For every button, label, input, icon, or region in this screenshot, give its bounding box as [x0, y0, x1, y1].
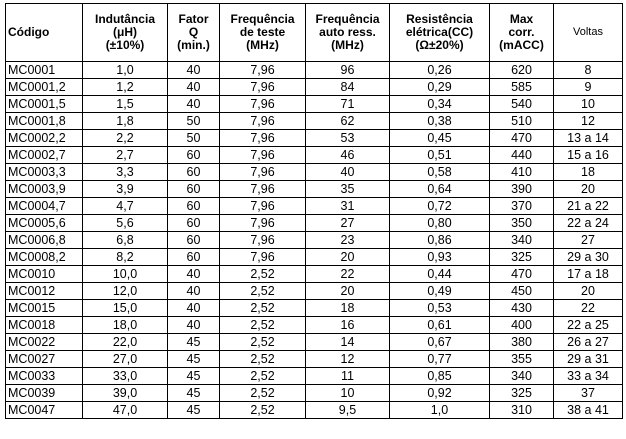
- cell-frequencia-teste: 7,96: [220, 96, 306, 113]
- cell-codigo: MC0005,6: [6, 215, 83, 232]
- cell-resistencia: 0,67: [390, 334, 490, 351]
- cell-indutancia: 1,5: [83, 96, 168, 113]
- header-frequencia-auto-ress: Frequência auto ress. (MHz): [306, 4, 390, 62]
- cell-indutancia: 3,3: [83, 164, 168, 181]
- cell-voltas: 27: [554, 232, 623, 249]
- table-row: [6, 249, 623, 266]
- cell-max-corr: 310: [490, 402, 554, 419]
- cell-voltas: 12: [554, 113, 623, 130]
- table-row: [6, 130, 623, 147]
- cell-frequencia-teste: 7,96: [220, 113, 306, 130]
- cell-codigo: MC0012: [6, 283, 83, 300]
- table-row: [6, 198, 623, 215]
- cell-codigo: MC0001: [6, 62, 83, 79]
- cell-indutancia: 39,0: [83, 385, 168, 402]
- cell-frequencia-teste: 2,52: [220, 385, 306, 402]
- cell-codigo: MC0010: [6, 266, 83, 283]
- cell-voltas: 15 a 16: [554, 147, 623, 164]
- cell-max-corr: 355: [490, 351, 554, 368]
- cell-indutancia: 2,7: [83, 147, 168, 164]
- cell-resistencia: 0,44: [390, 266, 490, 283]
- cell-fator-q: 45: [168, 334, 220, 351]
- cell-resistencia: 0,34: [390, 96, 490, 113]
- cell-voltas: 13 a 14: [554, 130, 623, 147]
- cell-frequencia-auto-ress: 53: [306, 130, 390, 147]
- cell-frequencia-teste: 2,52: [220, 402, 306, 419]
- cell-indutancia: 10,0: [83, 266, 168, 283]
- cell-max-corr: 450: [490, 283, 554, 300]
- cell-fator-q: 60: [168, 232, 220, 249]
- cell-max-corr: 440: [490, 147, 554, 164]
- cell-voltas: 22 a 24: [554, 215, 623, 232]
- cell-frequencia-auto-ress: 35: [306, 181, 390, 198]
- cell-codigo: MC0047: [6, 402, 83, 419]
- cell-frequencia-teste: 7,96: [220, 249, 306, 266]
- cell-frequencia-auto-ress: 11: [306, 368, 390, 385]
- cell-indutancia: 33,0: [83, 368, 168, 385]
- cell-codigo: MC0001,5: [6, 96, 83, 113]
- table-row: [6, 317, 623, 334]
- table-row: [6, 79, 623, 96]
- cell-codigo: MC0018: [6, 317, 83, 334]
- cell-voltas: 29 a 31: [554, 351, 623, 368]
- cell-frequencia-teste: 7,96: [220, 130, 306, 147]
- cell-max-corr: 350: [490, 215, 554, 232]
- cell-codigo: MC0006,8: [6, 232, 83, 249]
- cell-max-corr: 510: [490, 113, 554, 130]
- cell-frequencia-auto-ress: 10: [306, 385, 390, 402]
- cell-codigo: MC0039: [6, 385, 83, 402]
- header-fator-q: Fator Q (min.): [168, 4, 220, 62]
- cell-frequencia-auto-ress: 18: [306, 300, 390, 317]
- header-voltas: Voltas: [554, 4, 623, 62]
- cell-max-corr: 620: [490, 62, 554, 79]
- cell-frequencia-teste: 2,52: [220, 300, 306, 317]
- cell-max-corr: 340: [490, 232, 554, 249]
- cell-frequencia-auto-ress: 22: [306, 266, 390, 283]
- table-row: [6, 385, 623, 402]
- cell-resistencia: 0,77: [390, 351, 490, 368]
- cell-resistencia: 0,38: [390, 113, 490, 130]
- cell-voltas: 29 a 30: [554, 249, 623, 266]
- cell-frequencia-teste: 2,52: [220, 368, 306, 385]
- cell-max-corr: 400: [490, 317, 554, 334]
- cell-frequencia-auto-ress: 40: [306, 164, 390, 181]
- cell-fator-q: 40: [168, 266, 220, 283]
- cell-resistencia: 0,80: [390, 215, 490, 232]
- cell-indutancia: 22,0: [83, 334, 168, 351]
- cell-max-corr: 325: [490, 385, 554, 402]
- cell-frequencia-teste: 2,52: [220, 266, 306, 283]
- cell-resistencia: 0,26: [390, 62, 490, 79]
- cell-codigo: MC0008,2: [6, 249, 83, 266]
- cell-voltas: 38 a 41: [554, 402, 623, 419]
- cell-frequencia-teste: 2,52: [220, 283, 306, 300]
- cell-voltas: 26 a 27: [554, 334, 623, 351]
- cell-fator-q: 50: [168, 113, 220, 130]
- cell-codigo: MC0002,2: [6, 130, 83, 147]
- cell-fator-q: 40: [168, 79, 220, 96]
- table-row: [6, 215, 623, 232]
- cell-resistencia: 0,61: [390, 317, 490, 334]
- cell-frequencia-auto-ress: 62: [306, 113, 390, 130]
- cell-frequencia-teste: 2,52: [220, 351, 306, 368]
- cell-resistencia: 0,85: [390, 368, 490, 385]
- cell-voltas: 10: [554, 96, 623, 113]
- table-row: [6, 113, 623, 130]
- cell-resistencia: 0,72: [390, 198, 490, 215]
- header-max-corr: Max corr. (mACC): [490, 4, 554, 62]
- cell-resistencia: 0,51: [390, 147, 490, 164]
- table-body: [6, 62, 623, 419]
- cell-fator-q: 40: [168, 300, 220, 317]
- table-row: [6, 402, 623, 419]
- cell-codigo: MC0022: [6, 334, 83, 351]
- cell-frequencia-auto-ress: 27: [306, 215, 390, 232]
- cell-indutancia: 47,0: [83, 402, 168, 419]
- cell-voltas: 20: [554, 283, 623, 300]
- cell-fator-q: 40: [168, 62, 220, 79]
- cell-frequencia-auto-ress: 16: [306, 317, 390, 334]
- table-row: [6, 368, 623, 385]
- header-row: [6, 4, 623, 62]
- cell-frequencia-auto-ress: 96: [306, 62, 390, 79]
- cell-fator-q: 45: [168, 368, 220, 385]
- cell-fator-q: 60: [168, 215, 220, 232]
- table-row: [6, 62, 623, 79]
- cell-voltas: 9: [554, 79, 623, 96]
- cell-fator-q: 45: [168, 351, 220, 368]
- cell-indutancia: 1,2: [83, 79, 168, 96]
- cell-resistencia: 0,58: [390, 164, 490, 181]
- cell-voltas: 22: [554, 300, 623, 317]
- cell-fator-q: 60: [168, 198, 220, 215]
- cell-frequencia-teste: 2,52: [220, 317, 306, 334]
- table-row: [6, 147, 623, 164]
- cell-codigo: MC0003,9: [6, 181, 83, 198]
- cell-codigo: MC0033: [6, 368, 83, 385]
- table-row: [6, 164, 623, 181]
- cell-frequencia-auto-ress: 14: [306, 334, 390, 351]
- cell-resistencia: 0,92: [390, 385, 490, 402]
- cell-indutancia: 8,2: [83, 249, 168, 266]
- cell-frequencia-auto-ress: 12: [306, 351, 390, 368]
- cell-max-corr: 340: [490, 368, 554, 385]
- cell-fator-q: 60: [168, 164, 220, 181]
- cell-fator-q: 45: [168, 402, 220, 419]
- table-row: [6, 96, 623, 113]
- cell-max-corr: 585: [490, 79, 554, 96]
- table-row: [6, 283, 623, 300]
- cell-fator-q: 60: [168, 181, 220, 198]
- cell-max-corr: 390: [490, 181, 554, 198]
- cell-frequencia-teste: 7,96: [220, 215, 306, 232]
- cell-codigo: MC0027: [6, 351, 83, 368]
- cell-resistencia: 0,86: [390, 232, 490, 249]
- cell-voltas: 33 a 34: [554, 368, 623, 385]
- cell-max-corr: 430: [490, 300, 554, 317]
- cell-indutancia: 4,7: [83, 198, 168, 215]
- cell-indutancia: 5,6: [83, 215, 168, 232]
- cell-fator-q: 45: [168, 385, 220, 402]
- cell-frequencia-auto-ress: 31: [306, 198, 390, 215]
- cell-voltas: 17 a 18: [554, 266, 623, 283]
- cell-indutancia: 3,9: [83, 181, 168, 198]
- header-resistencia: Resistência elétrica(CC) (Ω±20%): [390, 4, 490, 62]
- table-row: [6, 181, 623, 198]
- cell-max-corr: 470: [490, 130, 554, 147]
- cell-fator-q: 60: [168, 249, 220, 266]
- cell-codigo: MC0002,7: [6, 147, 83, 164]
- cell-indutancia: 6,8: [83, 232, 168, 249]
- cell-frequencia-auto-ress: 20: [306, 283, 390, 300]
- cell-voltas: 8: [554, 62, 623, 79]
- cell-frequencia-auto-ress: 9,5: [306, 402, 390, 419]
- cell-frequencia-teste: 7,96: [220, 181, 306, 198]
- cell-indutancia: 18,0: [83, 317, 168, 334]
- cell-indutancia: 1,0: [83, 62, 168, 79]
- table-row: [6, 300, 623, 317]
- cell-frequencia-teste: 7,96: [220, 232, 306, 249]
- cell-indutancia: 2,2: [83, 130, 168, 147]
- cell-indutancia: 27,0: [83, 351, 168, 368]
- cell-codigo: MC0001,8: [6, 113, 83, 130]
- cell-frequencia-auto-ress: 71: [306, 96, 390, 113]
- cell-fator-q: 60: [168, 147, 220, 164]
- table-header: [6, 4, 623, 62]
- cell-codigo: MC0004,7: [6, 198, 83, 215]
- cell-resistencia: 0,49: [390, 283, 490, 300]
- cell-resistencia: 0,64: [390, 181, 490, 198]
- header-frequencia-teste: Frequência de teste (MHz): [220, 4, 306, 62]
- cell-codigo: MC0001,2: [6, 79, 83, 96]
- cell-fator-q: 50: [168, 130, 220, 147]
- cell-frequencia-teste: 7,96: [220, 79, 306, 96]
- table-row: [6, 232, 623, 249]
- cell-fator-q: 40: [168, 283, 220, 300]
- header-indutancia: Indutância (μH) (±10%): [83, 4, 168, 62]
- cell-frequencia-auto-ress: 23: [306, 232, 390, 249]
- cell-frequencia-teste: 7,96: [220, 147, 306, 164]
- cell-indutancia: 12,0: [83, 283, 168, 300]
- cell-resistencia: 0,93: [390, 249, 490, 266]
- cell-frequencia-auto-ress: 46: [306, 147, 390, 164]
- cell-fator-q: 40: [168, 317, 220, 334]
- table-row: [6, 266, 623, 283]
- cell-frequencia-teste: 7,96: [220, 62, 306, 79]
- cell-resistencia: 1,0: [390, 402, 490, 419]
- cell-max-corr: 325: [490, 249, 554, 266]
- table-row: [6, 351, 623, 368]
- cell-frequencia-teste: 2,52: [220, 334, 306, 351]
- table-row: [6, 334, 623, 351]
- cell-frequencia-auto-ress: 84: [306, 79, 390, 96]
- cell-resistencia: 0,29: [390, 79, 490, 96]
- cell-indutancia: 1,8: [83, 113, 168, 130]
- cell-indutancia: 15,0: [83, 300, 168, 317]
- cell-resistencia: 0,45: [390, 130, 490, 147]
- cell-max-corr: 380: [490, 334, 554, 351]
- header-codigo: Código: [6, 4, 83, 62]
- cell-max-corr: 410: [490, 164, 554, 181]
- cell-resistencia: 0,53: [390, 300, 490, 317]
- inductor-spec-table: [5, 3, 623, 419]
- inductor-spec-table-container: [5, 3, 622, 419]
- cell-codigo: MC0003,3: [6, 164, 83, 181]
- cell-max-corr: 470: [490, 266, 554, 283]
- cell-voltas: 20: [554, 181, 623, 198]
- cell-voltas: 18: [554, 164, 623, 181]
- cell-codigo: MC0015: [6, 300, 83, 317]
- cell-voltas: 37: [554, 385, 623, 402]
- cell-max-corr: 540: [490, 96, 554, 113]
- cell-frequencia-auto-ress: 20: [306, 249, 390, 266]
- cell-fator-q: 40: [168, 96, 220, 113]
- cell-frequencia-teste: 7,96: [220, 164, 306, 181]
- cell-frequencia-teste: 7,96: [220, 198, 306, 215]
- cell-voltas: 21 a 22: [554, 198, 623, 215]
- cell-max-corr: 370: [490, 198, 554, 215]
- cell-voltas: 22 a 25: [554, 317, 623, 334]
